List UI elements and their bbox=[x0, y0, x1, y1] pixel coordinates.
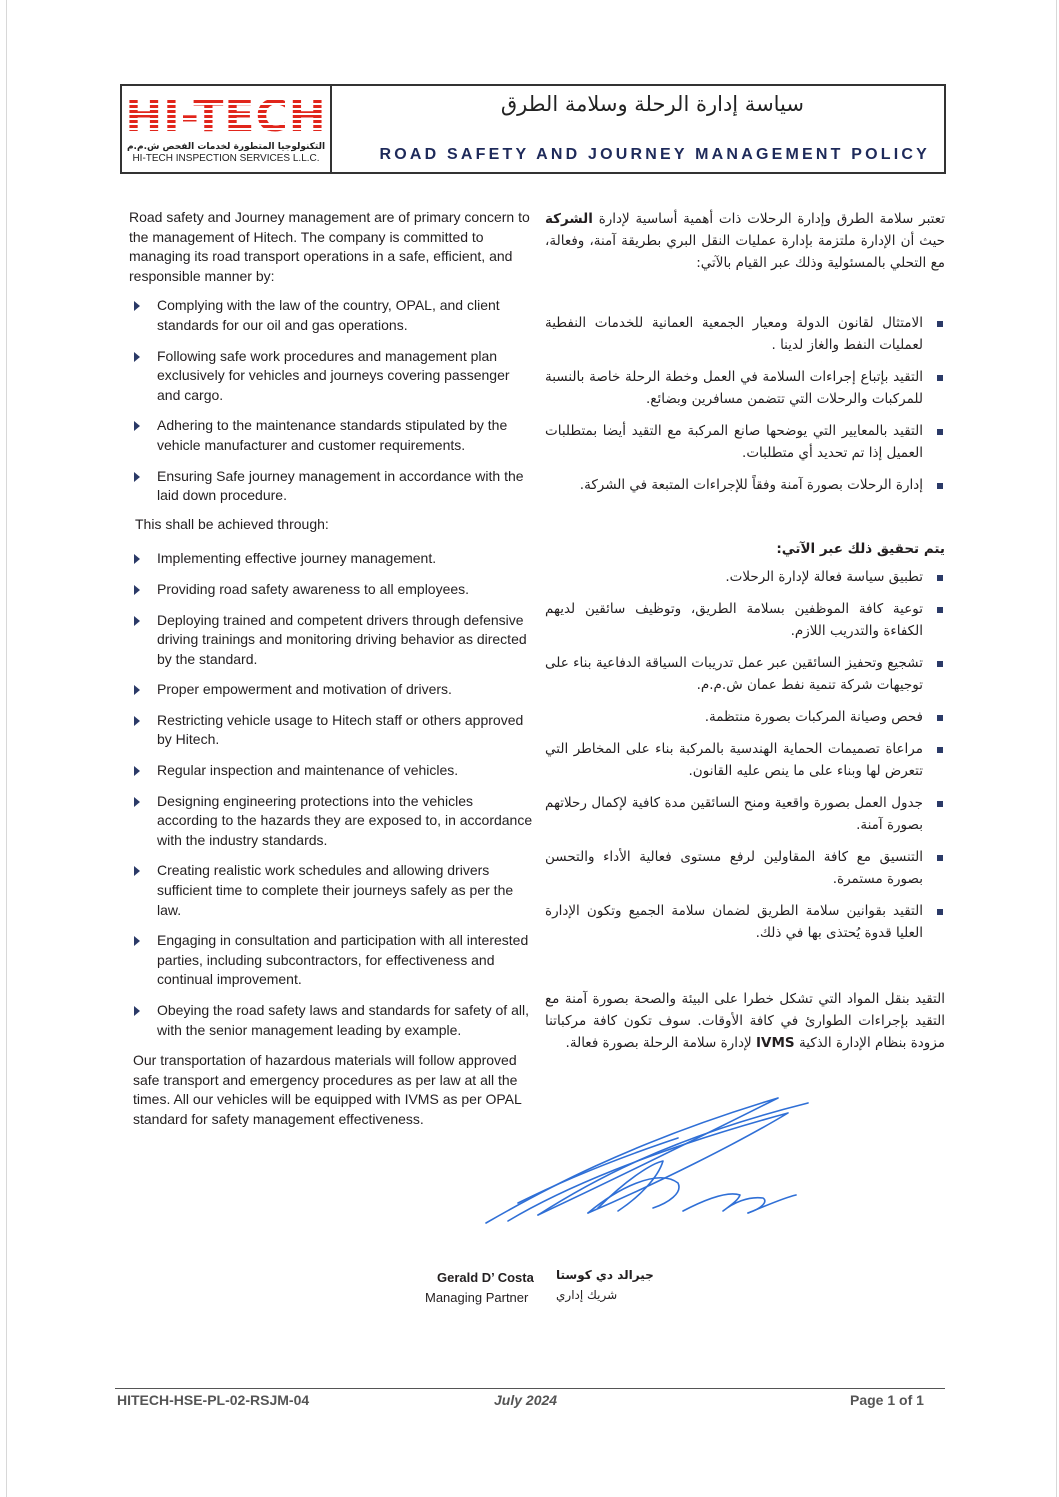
arabic-commitment-item: التقيد بإتباع إجراءات السلامة في العمل وخطة الرحلة خاصة بالنسبة للمركبات والرحلات التي تتضمن مسافرين وبضائع. bbox=[545, 366, 945, 410]
english-closing: Our transportation of hazardous materials will follow approved safe transport and emergency procedures as per law at all the times. All our vehicles will be equipped with IVMS as per OPAL standard for safety management effectiveness. bbox=[133, 1052, 522, 1127]
english-measure-item: Obeying the road safety laws and standards for safety of all, with the senior management leading by example. bbox=[129, 1001, 534, 1040]
triangle-bullet-icon bbox=[134, 301, 140, 311]
triangle-bullet-icon bbox=[134, 866, 140, 876]
arabic-column bbox=[545, 208, 945, 1054]
square-bullet-icon bbox=[937, 715, 943, 721]
square-bullet-icon bbox=[937, 801, 943, 807]
square-bullet-icon bbox=[937, 429, 943, 435]
english-measure-item: Implementing effective journey management. bbox=[129, 549, 534, 569]
arabic-measure-item: التنسيق مع كافة المقاولين لرفع مستوى فعالية الأداء والتحسن بصورة مستمرة. bbox=[545, 846, 945, 890]
footer-divider bbox=[115, 1388, 945, 1389]
english-measure-item: Regular inspection and maintenance of vehicles. bbox=[129, 761, 534, 781]
triangle-bullet-icon bbox=[134, 1006, 140, 1016]
footer-document-number: HITECH-HSE-PL-02-RSJM-04 bbox=[117, 1392, 310, 1408]
english-measure-item: Designing engineering protections into the vehicles according to the hazards they are exposed to, in accordance with the industry standards. bbox=[129, 792, 534, 851]
english-measure-item: Restricting vehicle usage to Hitech staff or others approved by Hitech. bbox=[129, 711, 534, 750]
footer-date: July 2024 bbox=[494, 1392, 558, 1408]
english-measure-item: Creating realistic work schedules and allowing drivers sufficient time to complete their journeys safely as per the law. bbox=[129, 861, 534, 920]
triangle-bullet-icon bbox=[134, 421, 140, 431]
title-arabic: سياسة إدارة الرحلة وسلامة الطرق bbox=[500, 92, 804, 116]
square-bullet-icon bbox=[937, 661, 943, 667]
arabic-intro: تعتبر سلامة الطرق وإدارة الرحلات ذات أهمية أساسية لإدارة الشركة حيث أن الإدارة ملتزمة بإدارة عمليات النقل البري بطريقة آمنة، وفعالة، مع التحلي بالمسئولية وذلك عبر القيام بالآتي: bbox=[545, 211, 945, 271]
arabic-achieved-heading: يتم تحقيق ذلك عبر الآتي: bbox=[776, 541, 945, 557]
square-bullet-icon bbox=[937, 909, 943, 915]
arabic-measure-item: جدول العمل بصورة واقعية ومنح السائقين مدة كافية لإكمال رحلاتهم بصورة آمنة. bbox=[545, 792, 945, 836]
triangle-bullet-icon bbox=[134, 797, 140, 807]
triangle-bullet-icon bbox=[134, 936, 140, 946]
arabic-measure-item: فحص وصيانة المركبات بصورة منتظمة. bbox=[545, 706, 945, 728]
page-border-right bbox=[1056, 0, 1057, 1497]
square-bullet-icon bbox=[937, 321, 943, 327]
footer-page-number: Page 1 of 1 bbox=[850, 1392, 924, 1408]
page-border-left bbox=[6, 0, 7, 1497]
signatory-role-english: Managing Partner bbox=[425, 1290, 529, 1305]
arabic-commitment-item: الامتثال لقانون الدولة ومعيار الجمعية العمانية للخدمات النفطية لعمليات النفط والغاز لدينا . bbox=[545, 312, 945, 356]
english-commitment-item: Following safe work procedures and management plan exclusively for vehicles and journeys covering passenger and cargo. bbox=[129, 347, 534, 406]
triangle-bullet-icon bbox=[134, 554, 140, 564]
arabic-measure-item: مراعاة تصميمات الحماية الهندسية بالمركبة بناء على المخاطر التي تتعرض لها وبناء على ما ينص عليه القانون. bbox=[545, 738, 945, 782]
logo-arabic-name: التكنولوجيا المتطورة لخدمات الفحص ش.م.م bbox=[126, 141, 326, 152]
triangle-bullet-icon bbox=[134, 585, 140, 595]
handwritten-signature bbox=[478, 1083, 818, 1233]
signatory-name-arabic: جيرالد دي كوستا bbox=[556, 1268, 654, 1282]
company-logo bbox=[122, 86, 332, 172]
english-intro: Road safety and Journey management are of primary concern to the management of Hitech. The company is committed to managing its road transport operations in a safe, efficient, and responsible manner by: bbox=[129, 209, 530, 284]
square-bullet-icon bbox=[937, 375, 943, 381]
english-measure-item: Deploying trained and competent drivers through defensive driving trainings and monitoring driving behavior as directed by the standard. bbox=[129, 611, 534, 670]
english-measure-item: Engaging in consultation and participation with all interested parties, including subcontractors, for effectiveness and continual improvement. bbox=[129, 931, 534, 990]
triangle-bullet-icon bbox=[134, 352, 140, 362]
triangle-bullet-icon bbox=[134, 472, 140, 482]
arabic-commitment-item: التقيد بالمعايير التي يوضحها صانع المركبة مع التقيد أيضا بمتطلبات العميل إذا تم تحديد أي متطلبات. bbox=[545, 420, 945, 464]
square-bullet-icon bbox=[937, 575, 943, 581]
logo-wordmark: HI-TECH bbox=[125, 90, 327, 142]
english-measure-item: Proper empowerment and motivation of drivers. bbox=[129, 680, 534, 700]
square-bullet-icon bbox=[937, 483, 943, 489]
arabic-commitment-item: إدارة الرحلات بصورة آمنة وفقاً للإجراءات المتبعة في الشركة. bbox=[545, 474, 945, 496]
triangle-bullet-icon bbox=[134, 766, 140, 776]
arabic-closing: التقيد بنقل المواد التي تشكل خطرا على البيئة والصحة بصورة آمنة مع التقيد بإجراءات الطوارئ في كافة الأوقات. سوف تكون كافة مركباتنا مزودة بنظام الإدارة الذكية IVMS لإدارة سلامة الرحلة بصورة فعالة. bbox=[545, 991, 945, 1051]
english-column bbox=[129, 208, 534, 1130]
signatory-role-arabic: شريك إداري bbox=[556, 1288, 618, 1302]
english-measure-item: Providing road safety awareness to all employees. bbox=[129, 580, 534, 600]
arabic-measure-item: تشجيع وتحفيز السائقين عبر عمل تدريبات السياقة الدفاعية بناء على توجيهات شركة تنمية نفط عمان ش.م.م. bbox=[545, 652, 945, 696]
document-header bbox=[120, 84, 946, 174]
triangle-bullet-icon bbox=[134, 616, 140, 626]
title-box bbox=[332, 86, 944, 172]
logo-company-name: HI-TECH INSPECTION SERVICES L.L.C. bbox=[132, 152, 320, 164]
english-commitment-item: Complying with the law of the country, OPAL, and client standards for our oil and gas operations. bbox=[129, 296, 534, 335]
english-commitment-item: Adhering to the maintenance standards stipulated by the vehicle manufacturer and customer requirements. bbox=[129, 416, 534, 455]
english-achieved-heading: This shall be achieved through: bbox=[135, 515, 329, 532]
english-commitment-item: Ensuring Safe journey management in accordance with the laid down procedure. bbox=[129, 467, 534, 506]
square-bullet-icon bbox=[937, 747, 943, 753]
square-bullet-icon bbox=[937, 855, 943, 861]
title-english: ROAD SAFETY AND JOURNEY MANAGEMENT POLICY bbox=[379, 146, 930, 163]
triangle-bullet-icon bbox=[134, 716, 140, 726]
arabic-measure-item: توعية كافة الموظفين بسلامة الطريق، وتوظيف سائقين لديهم الكفاءة والتدريب اللازم. bbox=[545, 598, 945, 642]
signatory-name-english: Gerald D’ Costa bbox=[437, 1270, 534, 1285]
square-bullet-icon bbox=[937, 607, 943, 613]
triangle-bullet-icon bbox=[134, 685, 140, 695]
arabic-measure-item: التقيد بقوانين سلامة الطريق لضمان سلامة الجميع وتكون الإدارة العليا قدوة يُحتذى بها في ذلك. bbox=[545, 900, 945, 944]
arabic-measure-item: تطبيق سياسة فعالة لإدارة الرحلات. bbox=[545, 566, 945, 588]
